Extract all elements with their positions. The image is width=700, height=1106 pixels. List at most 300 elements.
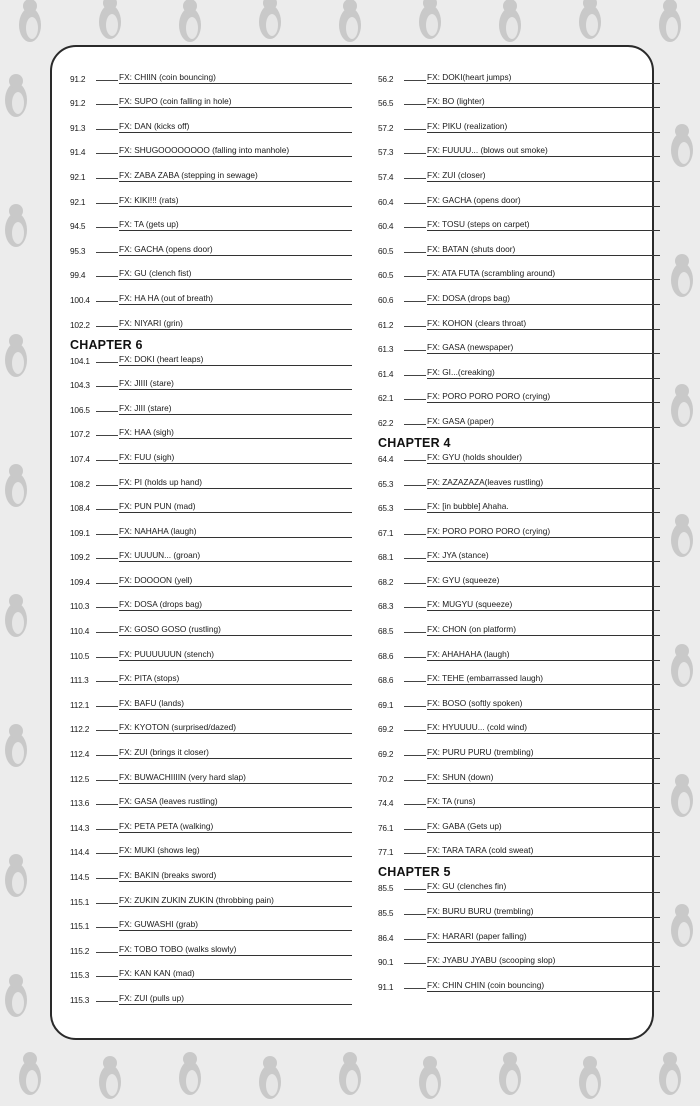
page-number: 111.3 [70, 675, 89, 686]
sfx-text: FX: PURU PURU (trembling) [427, 747, 660, 759]
sfx-text: FX: TARA TARA (cold sweat) [427, 845, 660, 857]
sfx-text: FX: GASA (paper) [427, 416, 660, 428]
sfx-entry [378, 108, 660, 133]
sfx-text: FX: DOSA (drops bag) [119, 599, 352, 611]
sfx-entry [70, 857, 352, 882]
page-number: 91.4 [70, 147, 86, 158]
page-number: 60.6 [378, 294, 394, 305]
sfx-text: FX: SUPO (coin falling in hole) [119, 96, 352, 108]
page-number: 85.5 [378, 908, 394, 918]
page-number: 112.1 [70, 699, 90, 710]
sfx-entry [378, 256, 660, 281]
sfx-entry [378, 833, 660, 858]
page-number: 69.1 [378, 699, 394, 710]
page-number: 115.1 [70, 896, 90, 907]
sfx-entry [378, 562, 660, 587]
leader-line [96, 706, 118, 707]
sfx-entry [378, 182, 660, 207]
leader-line [96, 681, 118, 682]
page-number: 61.3 [378, 344, 394, 355]
leader-line [96, 657, 118, 658]
leader-line [96, 80, 118, 81]
leader-line [404, 632, 426, 633]
sfx-entry [70, 833, 352, 858]
page-number: 62.2 [378, 417, 394, 428]
page-number: 77.1 [378, 847, 394, 858]
sfx-entry [378, 489, 660, 514]
sfx-text: FX: ATA FUTA (scrambling around) [427, 268, 660, 280]
sfx-entry [378, 808, 660, 833]
leader-line [404, 829, 426, 830]
leader-line [404, 424, 426, 425]
leader-line [96, 607, 118, 608]
page-number: 110.3 [70, 601, 90, 612]
sfx-entry [378, 207, 660, 232]
sfx-entry [70, 280, 352, 305]
sfx-entry [378, 59, 660, 84]
sfx-text: FX: BO (lighter) [427, 96, 660, 108]
sfx-entry [70, 352, 352, 366]
page-number: 114.3 [70, 822, 90, 833]
sfx-text: FX: GACHA (opens door) [119, 244, 352, 256]
sfx-entry [70, 562, 352, 587]
sfx-text: FX: HARARI (paper falling) [427, 931, 660, 943]
sfx-entry [378, 685, 660, 710]
page-number: 62.1 [378, 393, 394, 404]
leader-line [404, 252, 426, 253]
sfx-text: FX: PORO PORO PORO (crying) [427, 391, 660, 403]
page-number: 94.5 [70, 221, 86, 232]
page-number: 57.3 [378, 147, 394, 158]
page-number: 61.4 [378, 368, 394, 379]
sfx-entry [378, 403, 660, 428]
sfx-entry [378, 330, 660, 355]
page-number: 95.3 [70, 245, 86, 256]
sfx-text: FX: DOOOON (yell) [119, 575, 352, 587]
leader-line [96, 153, 118, 154]
page-number: 107.2 [70, 429, 90, 440]
sfx-entry [378, 611, 660, 636]
leader-line [96, 411, 118, 412]
page-number: 92.1 [70, 171, 86, 182]
sfx-text: FX: BUWACHIIIIN (very hard slap) [119, 772, 352, 784]
page-number: 102.2 [70, 319, 90, 330]
sfx-text: FX: PETA PETA (walking) [119, 821, 352, 833]
sfx-text: FX: JYA (stance) [427, 550, 660, 562]
leader-line [404, 988, 426, 989]
leader-line [404, 706, 426, 707]
sfx-entry [70, 734, 352, 759]
page-number: 115.2 [70, 945, 90, 956]
page-number: 113.6 [70, 798, 90, 809]
leader-line [404, 153, 426, 154]
page-number: 74.4 [378, 798, 394, 809]
page-number: 69.2 [378, 749, 394, 760]
leader-line [404, 227, 426, 228]
page-number: 104.3 [70, 380, 90, 391]
chapter-heading: CHAPTER 4 [378, 435, 451, 450]
sfx-entry [70, 439, 352, 464]
leader-line [404, 889, 426, 890]
page-number: 109.2 [70, 552, 90, 563]
leader-line [96, 804, 118, 805]
sfx-entry [378, 734, 660, 759]
leader-line [404, 399, 426, 400]
sfx-text: FX: NIYARI (grin) [119, 318, 352, 330]
page-number: 68.3 [378, 601, 394, 612]
sfx-entry [378, 133, 660, 158]
page-number: 112.2 [70, 724, 90, 735]
sfx-entry [70, 415, 352, 440]
page-number: 91.2 [70, 73, 86, 84]
leader-line [404, 558, 426, 559]
sfx-text: FX: GUWASHI (grab) [119, 919, 352, 931]
sfx-entry [70, 207, 352, 232]
page-number: 86.4 [378, 932, 394, 943]
sfx-entry [378, 84, 660, 109]
sfx-text: FX: FUU (sigh) [119, 452, 352, 464]
page-number: 114.4 [70, 847, 90, 858]
page-number: 68.6 [378, 675, 394, 686]
sfx-text: FX: HAA (sigh) [119, 427, 352, 439]
sfx-entry [378, 893, 660, 918]
sfx-entry [378, 661, 660, 686]
sfx-text: FX: PUUUUUUN (stench) [119, 649, 352, 661]
leader-line [96, 252, 118, 253]
leader-line [96, 829, 118, 830]
leader-line [96, 227, 118, 228]
page-number: 68.2 [378, 576, 394, 587]
leader-line [404, 509, 426, 510]
sfx-text: FX: GABA (Gets up) [427, 821, 660, 833]
sfx-entry [70, 636, 352, 661]
sfx-text: FX: BAFU (lands) [119, 698, 352, 710]
leader-line [404, 485, 426, 486]
right-column [378, 59, 660, 992]
sfx-entry [378, 305, 660, 330]
page-number: 91.1 [378, 981, 394, 992]
page-number: 60.5 [378, 245, 394, 256]
leader-line [404, 178, 426, 179]
page-number: 112.5 [70, 773, 90, 784]
sfx-text: FX: JYABU JYABU (scooping slop) [427, 955, 660, 967]
leader-line [404, 129, 426, 130]
sfx-entry [70, 710, 352, 735]
sfx-entry [70, 305, 352, 330]
leader-line [96, 326, 118, 327]
leader-line [404, 203, 426, 204]
sfx-entry [378, 464, 660, 489]
page-number: 64.4 [378, 453, 394, 464]
sfx-entry [378, 967, 660, 992]
leader-line [404, 326, 426, 327]
leader-line [404, 350, 426, 351]
page-number: 85.5 [378, 883, 394, 894]
page-number: 76.1 [378, 822, 394, 833]
sfx-entry [70, 182, 352, 207]
sfx-text: FX: DOKI(heart jumps) [427, 72, 660, 84]
sfx-text: FX: CHON (on platform) [427, 624, 660, 636]
sfx-entry [70, 366, 352, 391]
sfx-text: FX: FUUUU... (blows out smoke) [427, 145, 660, 157]
page-number: 115.3 [70, 970, 90, 981]
leader-line [404, 939, 426, 940]
sfx-text: FX: DOKI (heart leaps) [119, 354, 352, 366]
page-number: 90.1 [378, 957, 394, 968]
sfx-text: FX: BATAN (shuts door) [427, 244, 660, 256]
sfx-text: FX: GU (clenches fin) [427, 881, 660, 893]
sfx-entry [70, 587, 352, 612]
leader-line [404, 104, 426, 105]
sfx-entry [70, 882, 352, 907]
sfx-entry [70, 759, 352, 784]
sfx-text: FX: UUUUN... (groan) [119, 550, 352, 562]
leader-line [96, 178, 118, 179]
sfx-entry [378, 784, 660, 809]
page-number: 67.1 [378, 527, 394, 538]
page-number: 56.5 [378, 98, 394, 109]
sfx-text: FX: HA HA (out of breath) [119, 293, 352, 305]
leader-line [404, 460, 426, 461]
sfx-entry [378, 280, 660, 305]
page-number: 109.4 [70, 576, 90, 587]
sfx-text: FX: KYOTON (surprised/dazed) [119, 722, 352, 734]
sfx-entry [70, 157, 352, 182]
sfx-text: FX: CHIN CHIN (coin bouncing) [427, 980, 660, 992]
page-number: 91.2 [70, 98, 86, 109]
sfx-text: FX: GASA (leaves rustling) [119, 796, 352, 808]
leader-line [96, 276, 118, 277]
sfx-text: FX: TA (runs) [427, 796, 660, 808]
sfx-text: FX: GYU (holds shoulder) [427, 452, 660, 464]
sfx-entry [70, 390, 352, 415]
page-number: 57.4 [378, 171, 394, 182]
sfx-text: FX: JIII (stare) [119, 403, 352, 415]
leader-line [404, 534, 426, 535]
sfx-text: FX: BOSO (softly spoken) [427, 698, 660, 710]
sfx-entry [378, 354, 660, 379]
sfx-text: FX: DAN (kicks off) [119, 121, 352, 133]
leader-line [404, 804, 426, 805]
leader-line [96, 730, 118, 731]
leader-line [96, 460, 118, 461]
sfx-text: FX: SHUGOOOOOOOO (falling into manhole) [119, 145, 352, 157]
leader-line [96, 362, 118, 363]
leader-line [404, 607, 426, 608]
page-number: 68.6 [378, 650, 394, 661]
sfx-text: FX: [in bubble] Ahaha. [427, 501, 660, 513]
chapter-heading: CHAPTER 6 [70, 337, 143, 352]
page-number: 99.4 [70, 270, 86, 281]
page-number: 108.2 [70, 478, 90, 489]
page-number: 109.1 [70, 527, 90, 538]
sfx-entry [70, 84, 352, 109]
leader-line [96, 976, 118, 977]
page-number: 106.5 [70, 404, 90, 415]
sfx-text: FX: TEHE (embarrassed laugh) [427, 673, 660, 685]
chapter-heading: CHAPTER 5 [378, 865, 451, 880]
sfx-entry [70, 661, 352, 686]
leader-line [96, 485, 118, 486]
sfx-entry [70, 808, 352, 833]
sfx-entry [70, 931, 352, 956]
sfx-text: FX: CHIIN (coin bouncing) [119, 72, 352, 84]
sfx-text: FX: ZUI (closer) [427, 170, 660, 182]
leader-line [96, 509, 118, 510]
page-number: 107.4 [70, 453, 90, 464]
sfx-entry [70, 464, 352, 489]
sfx-text: FX: ZUKIN ZUKIN ZUKIN (throbbing pain) [119, 895, 352, 907]
page-number: 91.3 [70, 122, 86, 133]
page-number: 68.5 [378, 626, 394, 637]
page-number: 60.4 [378, 221, 394, 232]
page-number: 110.4 [70, 626, 90, 637]
leader-line [404, 276, 426, 277]
page-number: 57.2 [378, 122, 394, 133]
sfx-text: FX: NAHAHA (laugh) [119, 526, 352, 538]
glossary-panel [50, 45, 654, 1040]
sfx-entry [70, 784, 352, 809]
sfx-text: FX: TA (gets up) [119, 219, 352, 231]
leader-line [96, 203, 118, 204]
sfx-text: FX: GI...(creaking) [427, 367, 660, 379]
leader-line [96, 386, 118, 387]
sfx-text: FX: ZABA ZABA (stepping in sewage) [119, 170, 352, 182]
page-number: 65.3 [378, 478, 394, 489]
page-number: 60.5 [378, 270, 394, 281]
sfx-entry [70, 538, 352, 563]
sfx-entry [70, 231, 352, 256]
page-number: 70.2 [378, 773, 394, 784]
leader-line [404, 963, 426, 964]
sfx-text: FX: PI (holds up hand) [119, 477, 352, 489]
leader-line [96, 301, 118, 302]
leader-line [96, 104, 118, 105]
sfx-text: FX: MUKI (shows leg) [119, 845, 352, 857]
sfx-entry [378, 379, 660, 404]
leader-line [404, 583, 426, 584]
sfx-entry [378, 879, 660, 893]
page-number: 68.1 [378, 552, 394, 563]
sfx-text: FX: PIKU (realization) [427, 121, 660, 133]
page-number: 60.4 [378, 196, 394, 207]
sfx-entry [378, 587, 660, 612]
sfx-entry [70, 611, 352, 636]
page-number: 108.4 [70, 503, 90, 514]
sfx-entry [70, 59, 352, 84]
leader-line [96, 853, 118, 854]
page-number: 56.2 [378, 73, 394, 84]
sfx-text: FX: DOSA (drops bag) [427, 293, 660, 305]
sfx-entry [70, 685, 352, 710]
sfx-entry [70, 489, 352, 514]
sfx-entry [378, 759, 660, 784]
sfx-entry [70, 907, 352, 932]
sfx-text: FX: PORO PORO PORO (crying) [427, 526, 660, 538]
sfx-entry [70, 956, 352, 981]
sfx-text: FX: BAKIN (breaks sword) [119, 870, 352, 882]
leader-line [96, 780, 118, 781]
sfx-text: FX: KAN KAN (mad) [119, 968, 352, 980]
sfx-text: FX: MUGYU (squeeze) [427, 599, 660, 611]
sfx-entry [70, 980, 352, 1005]
leader-line [404, 681, 426, 682]
leader-line [96, 534, 118, 535]
leader-line [96, 435, 118, 436]
page-number: 61.2 [378, 319, 394, 330]
sfx-entry [378, 231, 660, 256]
sfx-text: FX: GOSO GOSO (rustling) [119, 624, 352, 636]
sfx-text: FX: TOBO TOBO (walks slowly) [119, 944, 352, 956]
leader-line [96, 903, 118, 904]
sfx-entry [378, 943, 660, 968]
sfx-entry [70, 108, 352, 133]
leader-line [96, 558, 118, 559]
sfx-entry [378, 710, 660, 735]
sfx-entry [70, 513, 352, 538]
sfx-text: FX: GU (clench fist) [119, 268, 352, 280]
leader-line [96, 129, 118, 130]
leader-line [96, 1001, 118, 1002]
sfx-text: FX: PITA (stops) [119, 673, 352, 685]
leader-line [404, 657, 426, 658]
sfx-text: FX: ZUI (pulls up) [119, 993, 352, 1005]
leader-line [96, 755, 118, 756]
sfx-text: FX: HYUUUU... (cold wind) [427, 722, 660, 734]
sfx-entry [378, 538, 660, 563]
page-number: 65.3 [378, 503, 394, 514]
sfx-text: FX: KIKI!!! (rats) [119, 195, 352, 207]
sfx-text: FX: ZAZAZAZA(leaves rustling) [427, 477, 660, 489]
sfx-text: FX: GYU (squeeze) [427, 575, 660, 587]
leader-line [404, 853, 426, 854]
leader-line [96, 952, 118, 953]
leader-line [404, 375, 426, 376]
sfx-text: FX: GASA (newspaper) [427, 342, 660, 354]
sfx-entry [70, 133, 352, 158]
sfx-text: FX: BURU BURU (trembling) [427, 906, 660, 918]
sfx-text: FX: TOSU (steps on carpet) [427, 219, 660, 231]
leader-line [404, 914, 426, 915]
leader-line [404, 301, 426, 302]
sfx-entry [378, 157, 660, 182]
sfx-text: FX: PUN PUN (mad) [119, 501, 352, 513]
leader-line [404, 80, 426, 81]
sfx-text: FX: AHAHAHA (laugh) [427, 649, 660, 661]
leader-line [96, 927, 118, 928]
leader-line [404, 780, 426, 781]
sfx-entry [70, 256, 352, 281]
leader-line [96, 632, 118, 633]
leader-line [404, 755, 426, 756]
page-number: 115.3 [70, 994, 90, 1005]
page-number: 115.1 [70, 921, 90, 932]
page-number: 92.1 [70, 196, 86, 207]
leader-line [96, 878, 118, 879]
sfx-text: FX: GACHA (opens door) [427, 195, 660, 207]
leader-line [404, 730, 426, 731]
page-number: 110.5 [70, 650, 90, 661]
leader-line [96, 583, 118, 584]
sfx-entry [378, 918, 660, 943]
sfx-text: FX: ZUI (brings it closer) [119, 747, 352, 759]
sfx-text: FX: JIIII (stare) [119, 378, 352, 390]
page-number: 114.5 [70, 872, 90, 882]
left-column [70, 59, 352, 1005]
page-number: 100.4 [70, 294, 90, 305]
sfx-entry [378, 450, 660, 464]
sfx-text: FX: SHUN (down) [427, 772, 660, 784]
